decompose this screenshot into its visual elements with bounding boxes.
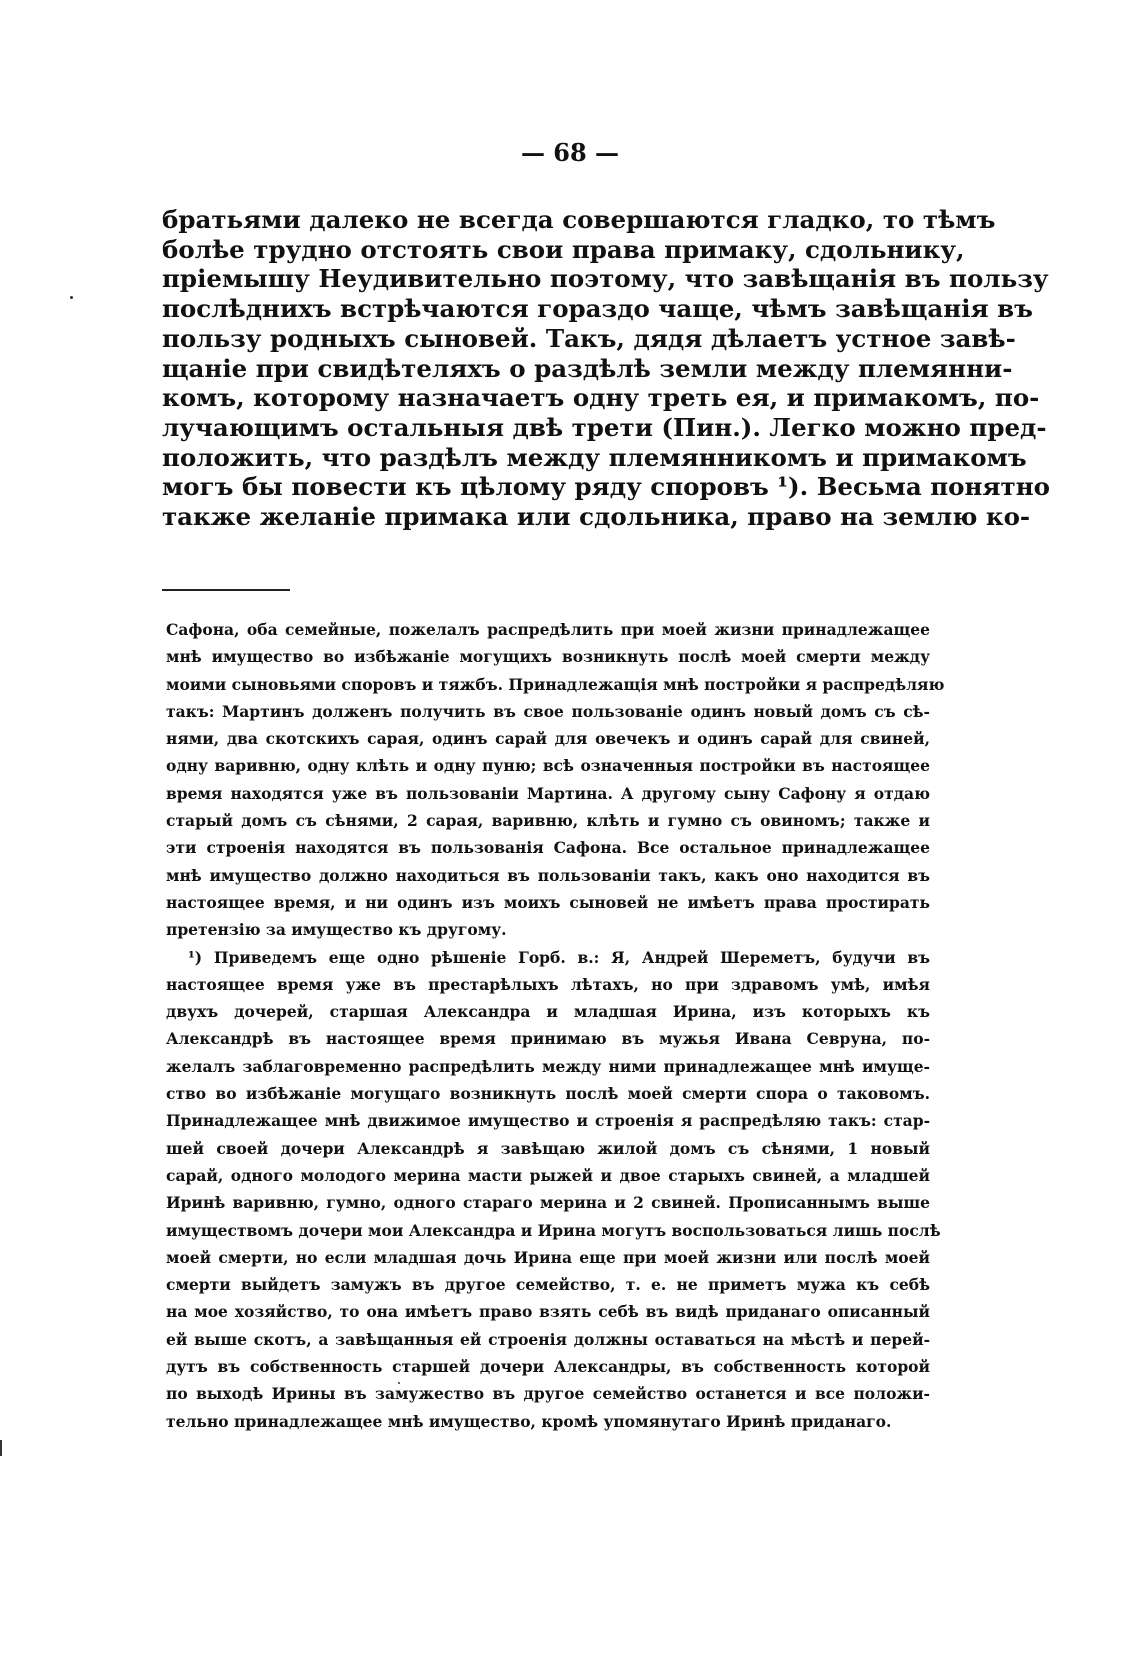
main-text-line: комъ, которому назначаетъ одну треть ея, и примакомъ, по- [162,383,1040,413]
footnote-line: двухъ дочерей, старшая Александра и младшая Ирина, изъ которыхъ къ [166,1002,930,1022]
scan-speck [70,296,73,299]
footnote-line: время находятся уже въ пользованіи Мартина. А другому сыну Сафону я отдаю [166,783,930,803]
footnote-line: желалъ заблаговременно распредѣлить между ними принадлежащее мнѣ имуще- [166,1056,930,1076]
main-text-line: лучающимъ остальныя двѣ трети (Пин.). Легко можно пред- [162,412,1047,442]
footnote-line: настоящее время, и ни одинъ изъ моихъ сыновей не имѣетъ права простирать [166,892,930,912]
scan-speck [398,1382,400,1384]
footnote-line: ей выше скотъ, а завѣщанныя ей строенія должны оставаться на мѣстѣ и перей- [166,1329,930,1349]
footnote-line: по выходѣ Ирины въ замужество въ другое семейство останется и все положи- [166,1384,930,1404]
main-text-line: братьями далеко не всегда совершаются гладко, то тѣмъ [162,205,996,234]
footnote-line: ¹) Приведемъ еще одно рѣшеніе Горб. в.: Я, Андрей Шереметъ, будучи въ [188,947,930,967]
footnote-line: ство во избѣжаніе могущаго возникнуть послѣ моей смерти спора о таковомъ. [166,1084,930,1104]
main-text-block [162,205,1050,532]
footnote-line: эти строенія находятся въ пользованія Сафона. Все остальное принадлежащее [166,838,930,858]
footnote-1 [166,944,941,1435]
main-text-line: болѣе трудно отстоять свои права примаку, сдольнику, [162,234,965,264]
footnotes-block [166,616,945,1435]
footnote-line: нями, два скотскихъ сарая, одинъ сарай для овечекъ и одинъ сарай для свиней, [166,729,930,749]
footnote-line: моими сыновьями споровъ и тяжбъ. Принадлежащія мнѣ постройки я распредѣляю [166,674,945,694]
footnote-divider [162,589,290,591]
footnote-line: старый домъ съ сѣнями, 2 сарая, варивню, клѣть и гумно съ овиномъ; также и [166,811,930,831]
footnote-line: мнѣ имущество должно находиться въ пользованіи такъ, какъ оно находится въ [166,865,930,885]
footnote-line: шей своей дочери Александрѣ я завѣщаю жилой домъ съ сѣнями, 1 новый [166,1138,930,1158]
main-text-line: могъ бы повести къ цѣлому ряду споровъ ¹). Весьма понятно [162,472,1050,502]
footnote-line: имуществомъ дочери мои Александра и Ирина могутъ воспользоваться лишь послѣ [166,1220,941,1240]
main-text-line: щаніе при свидѣтеляхъ о раздѣлѣ земли между племянни- [162,353,1013,383]
main-text-line: пріемышу Неудивительно поэтому, что завѣщанія въ пользу [162,264,1049,294]
footnote-continued [166,616,945,944]
main-text-line: положить, что раздѣлъ между племянникомъ и примакомъ [162,442,1027,472]
main-text-line: послѣднихъ встрѣчаются гораздо чаще, чѣмъ завѣщанія въ [162,294,1033,324]
main-text-line: пользу родныхъ сыновей. Такъ, дядя дѣлаетъ устное завѣ- [162,323,1016,353]
footnote-line: дутъ въ собственность старшей дочери Александры, въ собственность которой [166,1357,930,1377]
footnote-line: мнѣ имущество во избѣжаніе могущихъ возникнуть послѣ моей смерти между [166,647,930,667]
footnote-line: на мое хозяйство, то она имѣетъ право взять себѣ въ видѣ приданаго описанный [166,1302,930,1322]
footnote-line: Принадлежащее мнѣ движимое имущество и строенія я распредѣляю такъ: стар- [166,1111,930,1131]
footnote-line: Сафона, оба семейные, пожелалъ распредѣлить при моей жизни принадлежащее [166,620,930,639]
footnote-line: такъ: Мартинъ долженъ получить въ свое пользованіе одинъ новый домъ съ сѣ- [166,701,930,721]
footnote-line: Иринѣ варивню, гумно, одного стараго мерина и 2 свиней. Прописаннымъ выше [166,1193,930,1213]
main-text-line: также желаніе примака или сдольника, право на землю ко- [162,502,1031,532]
footnote-line: смерти выйдетъ замужъ въ другое семейство, т. е. не приметъ мужа къ себѣ [166,1275,930,1295]
footnote-line: претензію за имущество къ другому. [166,920,507,940]
footnote-line: Александрѣ въ настоящее время принимаю въ мужья Ивана Севруна, по- [166,1029,930,1049]
footnote-line: одну варивню, одну клѣть и одну пуню; всѣ означенныя постройки въ настоящее [166,756,930,776]
page-number: — 68 — [520,138,620,167]
footnote-line: сарай, одного молодого мерина масти рыжей и двое старыхъ свиней, а младшей [166,1165,930,1185]
footnote-line: настоящее время уже въ престарѣлыхъ лѣтахъ, но при здравомъ умѣ, имѣя [166,974,930,994]
scan-speck [0,1440,2,1456]
footnote-line: моей смерти, но если младшая дочь Ирина еще при моей жизни или послѣ моей [166,1247,930,1267]
footnote-line: тельно принадлежащее мнѣ имущество, кромѣ упомянутаго Иринѣ приданаго. [166,1411,892,1431]
